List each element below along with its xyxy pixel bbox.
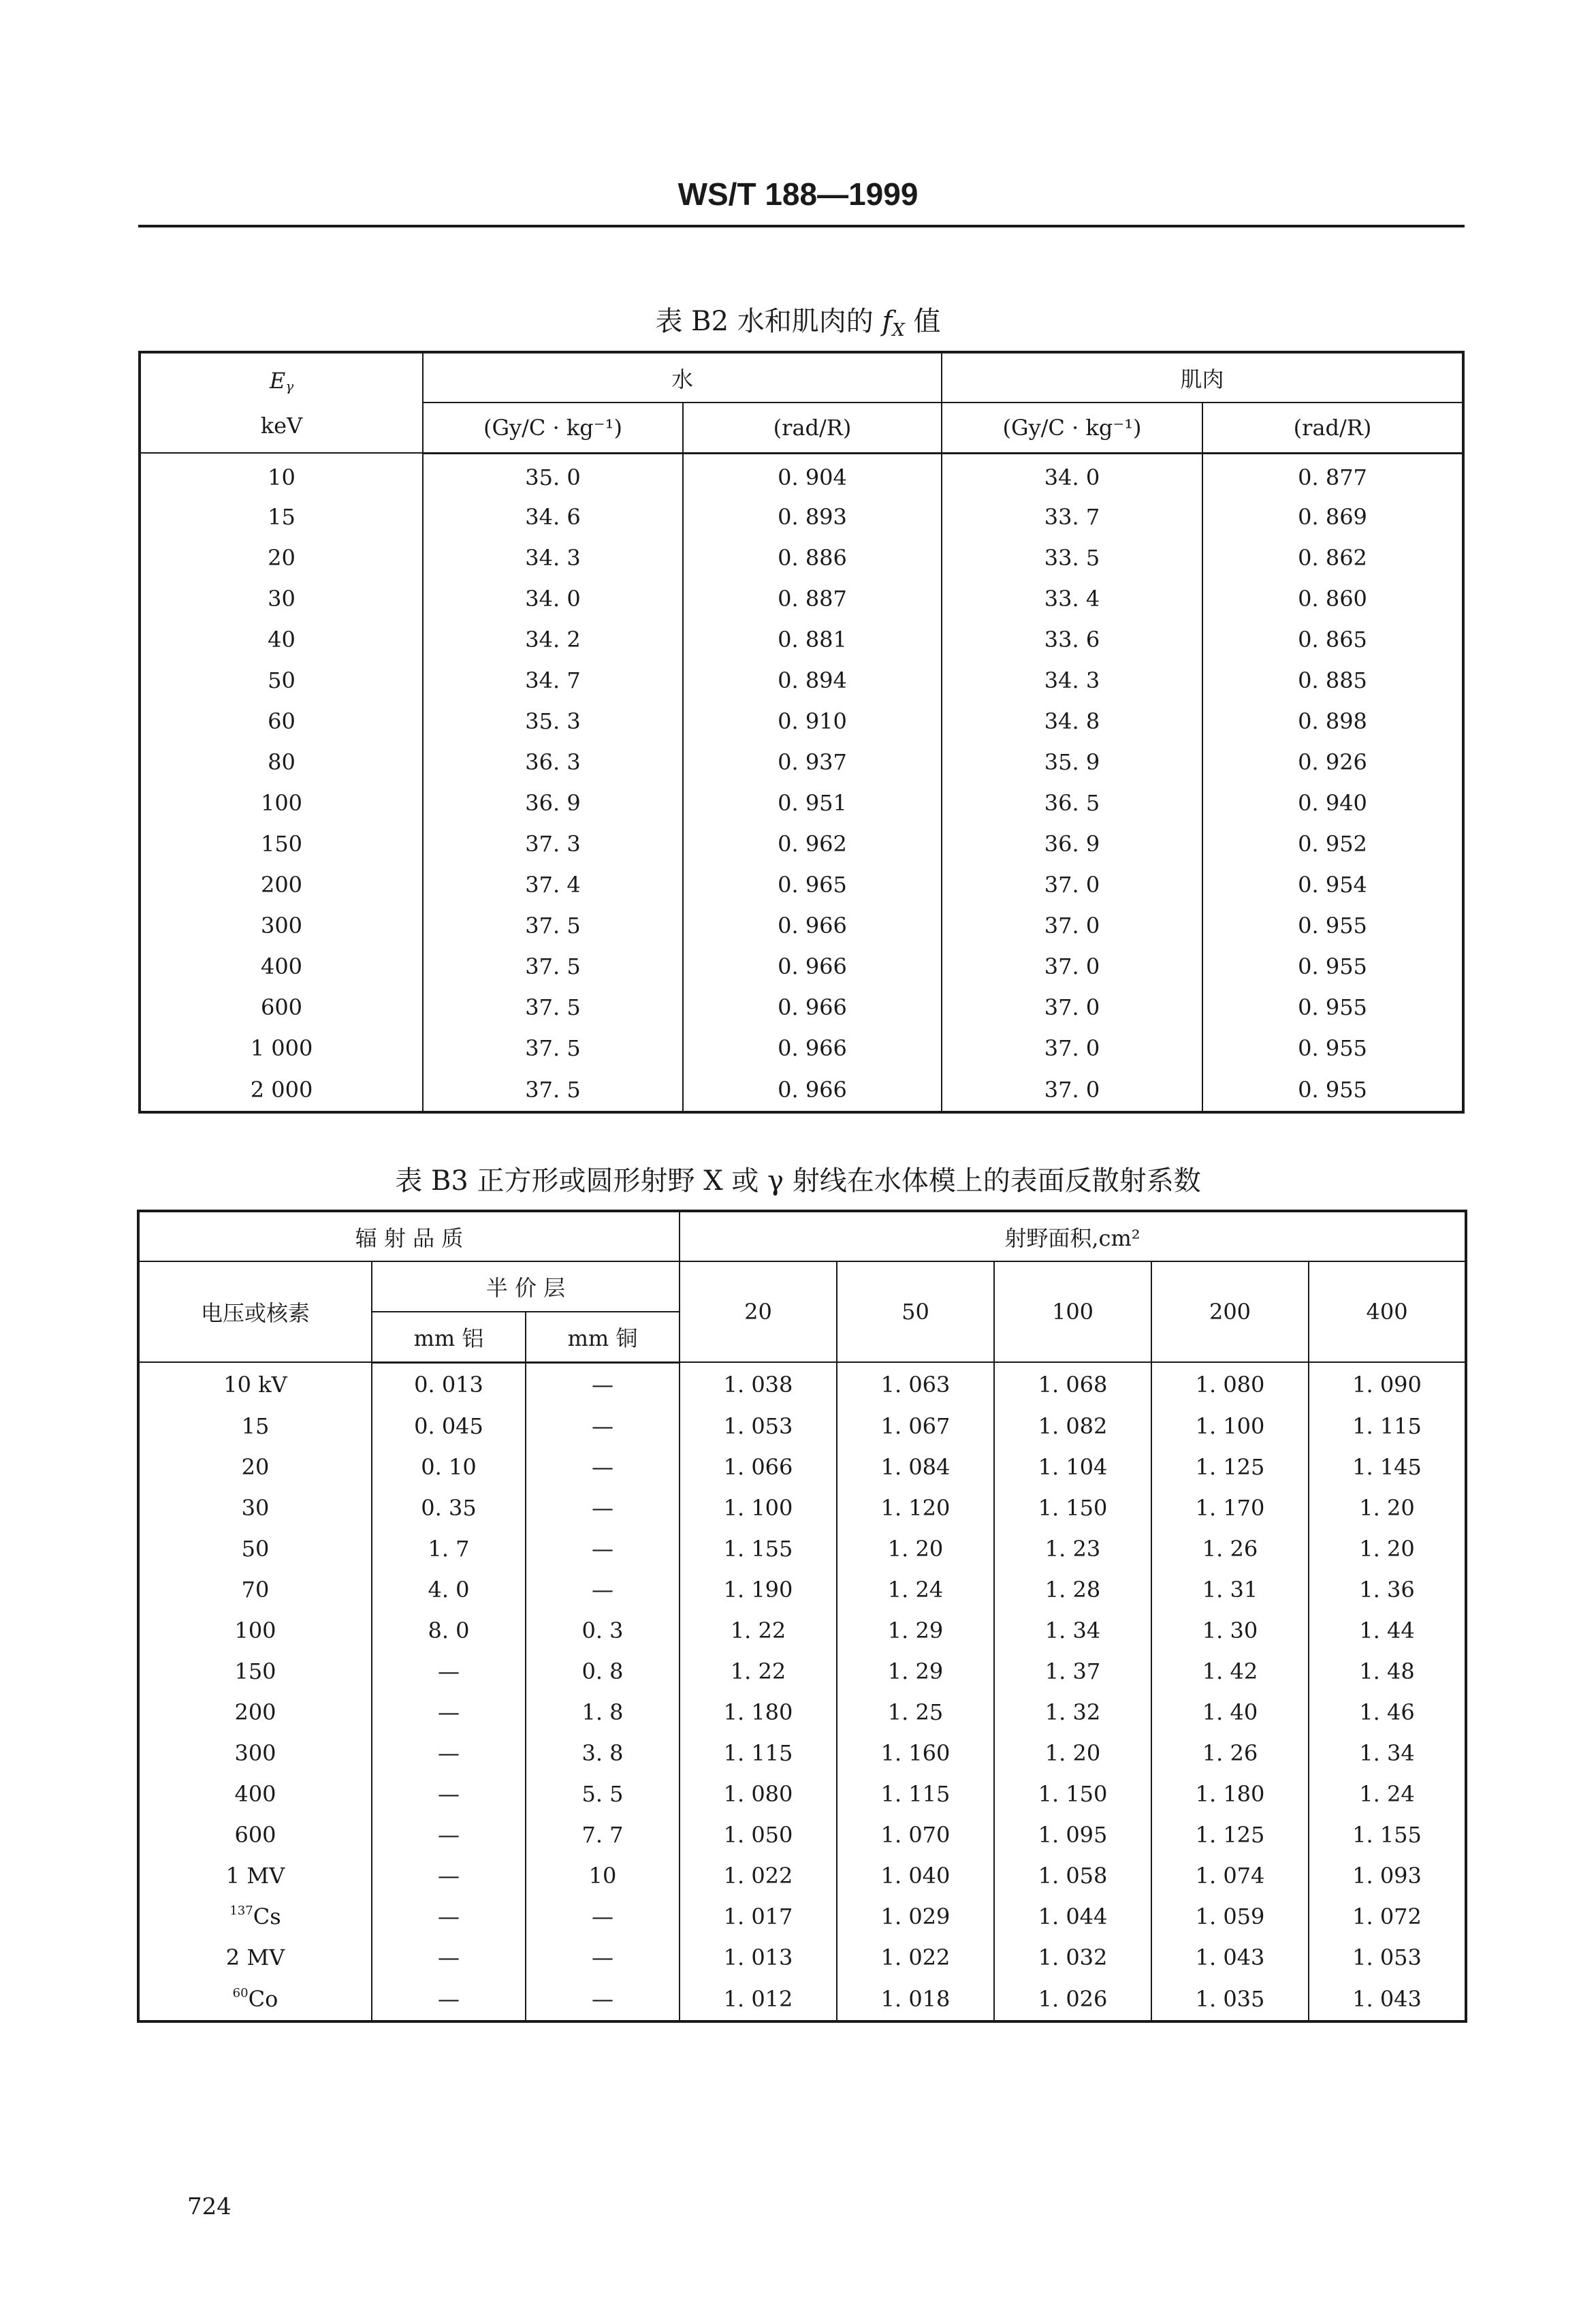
backscatter-cell: 1. 043 [1309, 1978, 1466, 2021]
muscle-gy-cell: 33. 4 [942, 578, 1202, 619]
mm-cu-cell: — [526, 1487, 680, 1528]
table-b2-caption [0, 300, 1596, 341]
muscle-rad-cell: 0. 955 [1202, 946, 1463, 987]
nuclide-mass-number: 137 [229, 1904, 253, 1918]
backscatter-cell: 1. 026 [994, 1978, 1151, 2021]
table-b3-voltage-header: 电压或核素 [138, 1261, 372, 1362]
backscatter-cell: 1. 48 [1309, 1651, 1466, 1692]
table-b2-muscle-rad-header: (rad/R) [1202, 403, 1463, 453]
voltage-cell [138, 1733, 372, 1774]
table-row [140, 742, 1463, 783]
backscatter-cell: 1. 082 [994, 1406, 1151, 1447]
water-rad-cell: 0. 887 [683, 578, 942, 619]
backscatter-cell: 1. 067 [837, 1406, 994, 1447]
water-gy-cell: 34. 3 [423, 537, 683, 578]
voltage-label: 600 [234, 1822, 276, 1848]
voltage-cell [138, 1978, 372, 2021]
muscle-gy-cell: 37. 0 [942, 864, 1202, 905]
table-b2-caption-symbol: f [882, 306, 893, 337]
backscatter-cell: 1. 074 [1151, 1855, 1309, 1896]
table-b3-area-200: 200 [1151, 1261, 1309, 1362]
backscatter-cell: 1. 145 [1309, 1447, 1466, 1487]
backscatter-cell: 1. 20 [1309, 1487, 1466, 1528]
energy-cell: 100 [140, 783, 423, 823]
energy-cell: 1 000 [140, 1028, 423, 1069]
backscatter-cell: 1. 017 [680, 1896, 837, 1937]
backscatter-cell: 1. 093 [1309, 1855, 1466, 1896]
muscle-gy-cell: 35. 9 [942, 742, 1202, 783]
table-b3 [137, 1210, 1467, 2023]
water-rad-cell: 0. 966 [683, 946, 942, 987]
water-gy-cell: 34. 0 [423, 578, 683, 619]
voltage-label: 15 [241, 1413, 270, 1439]
voltage-cell [138, 1528, 372, 1569]
table-row [140, 946, 1463, 987]
backscatter-cell: 1. 44 [1309, 1610, 1466, 1651]
voltage-label: 30 [241, 1495, 270, 1521]
muscle-rad-cell: 0. 955 [1202, 905, 1463, 946]
nuclide-mass-number: 60 [232, 1986, 249, 2000]
water-rad-cell: 0. 886 [683, 537, 942, 578]
voltage-cell [138, 1569, 372, 1610]
mm-al-cell: 4. 0 [372, 1569, 526, 1610]
voltage-cell [138, 1774, 372, 1814]
muscle-rad-cell: 0. 952 [1202, 823, 1463, 864]
energy-cell: 150 [140, 823, 423, 864]
water-gy-cell: 36. 9 [423, 783, 683, 823]
muscle-rad-cell: 0. 865 [1202, 619, 1463, 660]
voltage-cell [138, 1487, 372, 1528]
backscatter-cell: 1. 095 [994, 1814, 1151, 1855]
water-rad-cell: 0. 893 [683, 497, 942, 537]
table-row [138, 1610, 1466, 1651]
mm-al-cell: 0. 10 [372, 1447, 526, 1487]
muscle-gy-cell: 37. 0 [942, 1028, 1202, 1069]
backscatter-cell: 1. 180 [680, 1692, 837, 1733]
voltage-label: Cs [253, 1904, 281, 1929]
backscatter-cell: 1. 170 [1151, 1487, 1309, 1528]
table-row [140, 905, 1463, 946]
energy-cell: 30 [140, 578, 423, 619]
energy-cell: 200 [140, 864, 423, 905]
energy-symbol-sub: γ [285, 377, 294, 394]
water-gy-cell: 36. 3 [423, 742, 683, 783]
water-rad-cell: 0. 962 [683, 823, 942, 864]
water-gy-cell: 37. 4 [423, 864, 683, 905]
page-header-code: WS/T 188—1999 [677, 176, 919, 212]
voltage-label: 200 [234, 1699, 276, 1725]
mm-al-cell: — [372, 1774, 526, 1814]
table-row [138, 1814, 1466, 1855]
muscle-gy-cell: 33. 5 [942, 537, 1202, 578]
backscatter-cell: 1. 058 [994, 1855, 1151, 1896]
voltage-cell [138, 1406, 372, 1447]
table-b2-body [140, 453, 1463, 1112]
backscatter-cell: 1. 26 [1151, 1733, 1309, 1774]
backscatter-cell: 1. 104 [994, 1447, 1151, 1487]
muscle-rad-cell: 0. 940 [1202, 783, 1463, 823]
mm-al-cell: — [372, 1733, 526, 1774]
table-row [140, 864, 1463, 905]
backscatter-cell: 1. 155 [680, 1528, 837, 1569]
mm-al-cell: — [372, 1978, 526, 2021]
backscatter-cell: 1. 043 [1151, 1937, 1309, 1978]
backscatter-cell: 1. 038 [680, 1362, 837, 1406]
voltage-cell [138, 1362, 372, 1406]
water-gy-cell: 37. 5 [423, 1069, 683, 1112]
backscatter-cell: 1. 23 [994, 1528, 1151, 1569]
backscatter-cell: 1. 115 [1309, 1406, 1466, 1447]
water-rad-cell: 0. 904 [683, 453, 942, 497]
mm-cu-cell: — [526, 1528, 680, 1569]
energy-cell: 40 [140, 619, 423, 660]
mm-cu-cell: 3. 8 [526, 1733, 680, 1774]
muscle-rad-cell: 0. 926 [1202, 742, 1463, 783]
backscatter-cell: 1. 035 [1151, 1978, 1309, 2021]
table-row [140, 823, 1463, 864]
water-rad-cell: 0. 881 [683, 619, 942, 660]
table-row [138, 1569, 1466, 1610]
backscatter-cell: 1. 070 [837, 1814, 994, 1855]
backscatter-cell: 1. 022 [837, 1937, 994, 1978]
mm-cu-cell: — [526, 1937, 680, 1978]
table-row [138, 1447, 1466, 1487]
mm-al-cell: 0. 045 [372, 1406, 526, 1447]
voltage-label: 100 [234, 1618, 276, 1643]
water-gy-cell: 34. 7 [423, 660, 683, 701]
table-row [138, 1937, 1466, 1978]
muscle-rad-cell: 0. 869 [1202, 497, 1463, 537]
muscle-gy-cell: 34. 0 [942, 453, 1202, 497]
backscatter-cell: 1. 053 [1309, 1937, 1466, 1978]
voltage-cell [138, 1651, 372, 1692]
page-number: 724 [187, 2193, 232, 2220]
energy-cell: 10 [140, 453, 423, 497]
backscatter-cell: 1. 059 [1151, 1896, 1309, 1937]
mm-cu-cell: — [526, 1447, 680, 1487]
voltage-label: 10 kV [223, 1371, 287, 1398]
energy-cell: 300 [140, 905, 423, 946]
muscle-gy-cell: 37. 0 [942, 987, 1202, 1028]
backscatter-cell: 1. 084 [837, 1447, 994, 1487]
backscatter-cell: 1. 029 [837, 1896, 994, 1937]
mm-cu-cell: 7. 7 [526, 1814, 680, 1855]
backscatter-cell: 1. 072 [1309, 1896, 1466, 1937]
backscatter-cell: 1. 34 [994, 1610, 1151, 1651]
mm-cu-cell: 0. 3 [526, 1610, 680, 1651]
voltage-label: 2 MV [225, 1944, 285, 1970]
muscle-rad-cell: 0. 955 [1202, 1069, 1463, 1112]
water-gy-cell: 37. 5 [423, 946, 683, 987]
backscatter-cell: 1. 115 [837, 1774, 994, 1814]
energy-cell: 400 [140, 946, 423, 987]
mm-al-cell: — [372, 1651, 526, 1692]
muscle-rad-cell: 0. 862 [1202, 537, 1463, 578]
muscle-gy-cell: 33. 6 [942, 619, 1202, 660]
table-row [138, 1978, 1466, 2021]
backscatter-cell: 1. 42 [1151, 1651, 1309, 1692]
backscatter-cell: 1. 032 [994, 1937, 1151, 1978]
table-row [140, 660, 1463, 701]
mm-al-cell: — [372, 1692, 526, 1733]
table-b3-area-50: 50 [837, 1261, 994, 1362]
mm-al-cell: 1. 7 [372, 1528, 526, 1569]
water-gy-cell: 37. 5 [423, 1028, 683, 1069]
table-b2-water-header: 水 [423, 352, 942, 403]
water-gy-cell: 34. 6 [423, 497, 683, 537]
table-b2-muscle-header: 肌肉 [942, 352, 1463, 403]
backscatter-cell: 1. 29 [837, 1651, 994, 1692]
backscatter-cell: 1. 22 [680, 1610, 837, 1651]
energy-cell: 2 000 [140, 1069, 423, 1112]
mm-al-cell: — [372, 1937, 526, 1978]
table-row [138, 1406, 1466, 1447]
backscatter-cell: 1. 012 [680, 1978, 837, 2021]
table-row [138, 1651, 1466, 1692]
mm-cu-cell: — [526, 1978, 680, 2021]
backscatter-cell: 1. 32 [994, 1692, 1151, 1733]
table-b2-caption-prefix: 表 B2 水和肌肉的 [655, 306, 874, 337]
energy-cell: 600 [140, 987, 423, 1028]
backscatter-cell: 1. 24 [837, 1569, 994, 1610]
table-row [138, 1896, 1466, 1937]
backscatter-cell: 1. 090 [1309, 1362, 1466, 1406]
energy-unit: keV [260, 412, 303, 439]
backscatter-cell: 1. 018 [837, 1978, 994, 2021]
water-rad-cell: 0. 894 [683, 660, 942, 701]
backscatter-cell: 1. 20 [837, 1528, 994, 1569]
mm-al-cell: — [372, 1814, 526, 1855]
backscatter-cell: 1. 46 [1309, 1692, 1466, 1733]
backscatter-cell: 1. 013 [680, 1937, 837, 1978]
table-row [140, 783, 1463, 823]
backscatter-cell: 1. 125 [1151, 1814, 1309, 1855]
table-b2-energy-header [140, 352, 423, 453]
header-rule [138, 225, 1465, 227]
mm-al-cell: 0. 013 [372, 1362, 526, 1406]
table-b2-caption-sub: X [892, 320, 905, 341]
voltage-cell [138, 1814, 372, 1855]
energy-cell: 20 [140, 537, 423, 578]
backscatter-cell: 1. 20 [1309, 1528, 1466, 1569]
energy-symbol: E [269, 367, 286, 394]
water-gy-cell: 35. 0 [423, 453, 683, 497]
backscatter-cell: 1. 190 [680, 1569, 837, 1610]
voltage-cell [138, 1937, 372, 1978]
table-row [138, 1855, 1466, 1896]
muscle-rad-cell: 0. 955 [1202, 987, 1463, 1028]
muscle-gy-cell: 37. 0 [942, 1069, 1202, 1112]
backscatter-cell: 1. 20 [994, 1733, 1151, 1774]
backscatter-cell: 1. 31 [1151, 1569, 1309, 1610]
voltage-cell [138, 1447, 372, 1487]
muscle-gy-cell: 36. 5 [942, 783, 1202, 823]
muscle-rad-cell: 0. 955 [1202, 1028, 1463, 1069]
table-b2-muscle-gy-header: (Gy/C · kg⁻¹) [942, 403, 1202, 453]
backscatter-cell: 1. 080 [680, 1774, 837, 1814]
voltage-label: 70 [241, 1577, 270, 1603]
table-b3-hvl-header: 半 价 层 [372, 1261, 680, 1312]
backscatter-cell: 1. 115 [680, 1733, 837, 1774]
mm-al-cell: — [372, 1855, 526, 1896]
table-b2-caption-suffix: 值 [913, 306, 941, 337]
table-row [140, 497, 1463, 537]
table-b3-area-20: 20 [680, 1261, 837, 1362]
muscle-rad-cell: 0. 885 [1202, 660, 1463, 701]
backscatter-cell: 1. 22 [680, 1651, 837, 1692]
table-b3-mm-cu-header: mm 铜 [526, 1312, 680, 1362]
muscle-gy-cell: 34. 8 [942, 701, 1202, 742]
voltage-label: Co [248, 1986, 278, 2012]
backscatter-cell: 1. 28 [994, 1569, 1151, 1610]
mm-cu-cell: — [526, 1896, 680, 1937]
water-rad-cell: 0. 966 [683, 1069, 942, 1112]
mm-cu-cell: 5. 5 [526, 1774, 680, 1814]
table-b2 [138, 351, 1465, 1114]
table-row [138, 1733, 1466, 1774]
table-row [138, 1528, 1466, 1569]
backscatter-cell: 1. 26 [1151, 1528, 1309, 1569]
voltage-label: 400 [234, 1781, 276, 1807]
table-b3-area-400: 400 [1309, 1261, 1466, 1362]
voltage-cell [138, 1610, 372, 1651]
muscle-gy-cell: 34. 3 [942, 660, 1202, 701]
table-row [140, 1069, 1463, 1112]
backscatter-cell: 1. 120 [837, 1487, 994, 1528]
backscatter-cell: 1. 36 [1309, 1569, 1466, 1610]
mm-al-cell: — [372, 1896, 526, 1937]
voltage-cell [138, 1855, 372, 1896]
energy-cell: 50 [140, 660, 423, 701]
voltage-label: 1 MV [225, 1863, 285, 1889]
water-rad-cell: 0. 966 [683, 1028, 942, 1069]
backscatter-cell: 1. 044 [994, 1896, 1151, 1937]
backscatter-cell: 1. 155 [1309, 1814, 1466, 1855]
muscle-gy-cell: 36. 9 [942, 823, 1202, 864]
table-b3-field-area-header: 射野面积,cm² [680, 1211, 1466, 1261]
table-row [138, 1487, 1466, 1528]
voltage-label: 150 [234, 1658, 276, 1684]
mm-cu-cell: 0. 8 [526, 1651, 680, 1692]
table-b2-water-gy-header: (Gy/C · kg⁻¹) [423, 403, 683, 453]
table-row [138, 1362, 1466, 1406]
backscatter-cell: 1. 100 [680, 1487, 837, 1528]
backscatter-cell: 1. 24 [1309, 1774, 1466, 1814]
table-row [140, 701, 1463, 742]
mm-cu-cell: — [526, 1406, 680, 1447]
voltage-label: 300 [234, 1740, 276, 1766]
muscle-rad-cell: 0. 877 [1202, 453, 1463, 497]
backscatter-cell: 1. 063 [837, 1362, 994, 1406]
backscatter-cell: 1. 160 [837, 1733, 994, 1774]
water-gy-cell: 37. 5 [423, 905, 683, 946]
table-row [140, 619, 1463, 660]
table-row [140, 1028, 1463, 1069]
water-rad-cell: 0. 951 [683, 783, 942, 823]
water-rad-cell: 0. 910 [683, 701, 942, 742]
voltage-cell [138, 1692, 372, 1733]
backscatter-cell: 1. 34 [1309, 1733, 1466, 1774]
backscatter-cell: 1. 066 [680, 1447, 837, 1487]
backscatter-cell: 1. 053 [680, 1406, 837, 1447]
backscatter-cell: 1. 050 [680, 1814, 837, 1855]
water-gy-cell: 35. 3 [423, 701, 683, 742]
energy-cell: 80 [140, 742, 423, 783]
mm-cu-cell: — [526, 1569, 680, 1610]
backscatter-cell: 1. 068 [994, 1362, 1151, 1406]
table-b3-body [138, 1362, 1466, 2021]
mm-cu-cell: 1. 8 [526, 1692, 680, 1733]
muscle-gy-cell: 37. 0 [942, 946, 1202, 987]
backscatter-cell: 1. 150 [994, 1487, 1151, 1528]
backscatter-cell: 1. 180 [1151, 1774, 1309, 1814]
muscle-gy-cell: 33. 7 [942, 497, 1202, 537]
backscatter-cell: 1. 29 [837, 1610, 994, 1651]
mm-al-cell: 8. 0 [372, 1610, 526, 1651]
water-gy-cell: 34. 2 [423, 619, 683, 660]
muscle-rad-cell: 0. 954 [1202, 864, 1463, 905]
backscatter-cell: 1. 022 [680, 1855, 837, 1896]
table-b2-water-rad-header: (rad/R) [683, 403, 942, 453]
muscle-rad-cell: 0. 898 [1202, 701, 1463, 742]
table-row [140, 537, 1463, 578]
table-b3-area-100: 100 [994, 1261, 1151, 1362]
voltage-label: 20 [241, 1454, 270, 1480]
backscatter-cell: 1. 150 [994, 1774, 1151, 1814]
table-row [140, 987, 1463, 1028]
water-rad-cell: 0. 937 [683, 742, 942, 783]
water-gy-cell: 37. 3 [423, 823, 683, 864]
table-b3-mm-al-header: mm 铝 [372, 1312, 526, 1362]
backscatter-cell: 1. 040 [837, 1855, 994, 1896]
voltage-label: 50 [241, 1536, 270, 1562]
energy-cell: 15 [140, 497, 423, 537]
water-rad-cell: 0. 966 [683, 987, 942, 1028]
water-rad-cell: 0. 966 [683, 905, 942, 946]
backscatter-cell: 1. 37 [994, 1651, 1151, 1692]
energy-cell: 60 [140, 701, 423, 742]
backscatter-cell: 1. 25 [837, 1692, 994, 1733]
muscle-rad-cell: 0. 860 [1202, 578, 1463, 619]
table-row [140, 578, 1463, 619]
table-row [140, 453, 1463, 497]
backscatter-cell: 1. 30 [1151, 1610, 1309, 1651]
table-b3-quality-header: 辐 射 品 质 [138, 1211, 680, 1261]
mm-cu-cell: — [526, 1362, 680, 1406]
mm-cu-cell: 10 [526, 1855, 680, 1896]
backscatter-cell: 1. 40 [1151, 1692, 1309, 1733]
muscle-gy-cell: 37. 0 [942, 905, 1202, 946]
backscatter-cell: 1. 125 [1151, 1447, 1309, 1487]
table-b3-caption: 表 B3 正方形或圆形射野 X 或 γ 射线在水体模上的表面反散射系数 [395, 1165, 1201, 1197]
mm-al-cell: 0. 35 [372, 1487, 526, 1528]
table-row [138, 1692, 1466, 1733]
water-gy-cell: 37. 5 [423, 987, 683, 1028]
table-row [138, 1774, 1466, 1814]
voltage-cell [138, 1896, 372, 1937]
backscatter-cell: 1. 080 [1151, 1362, 1309, 1406]
water-rad-cell: 0. 965 [683, 864, 942, 905]
backscatter-cell: 1. 100 [1151, 1406, 1309, 1447]
